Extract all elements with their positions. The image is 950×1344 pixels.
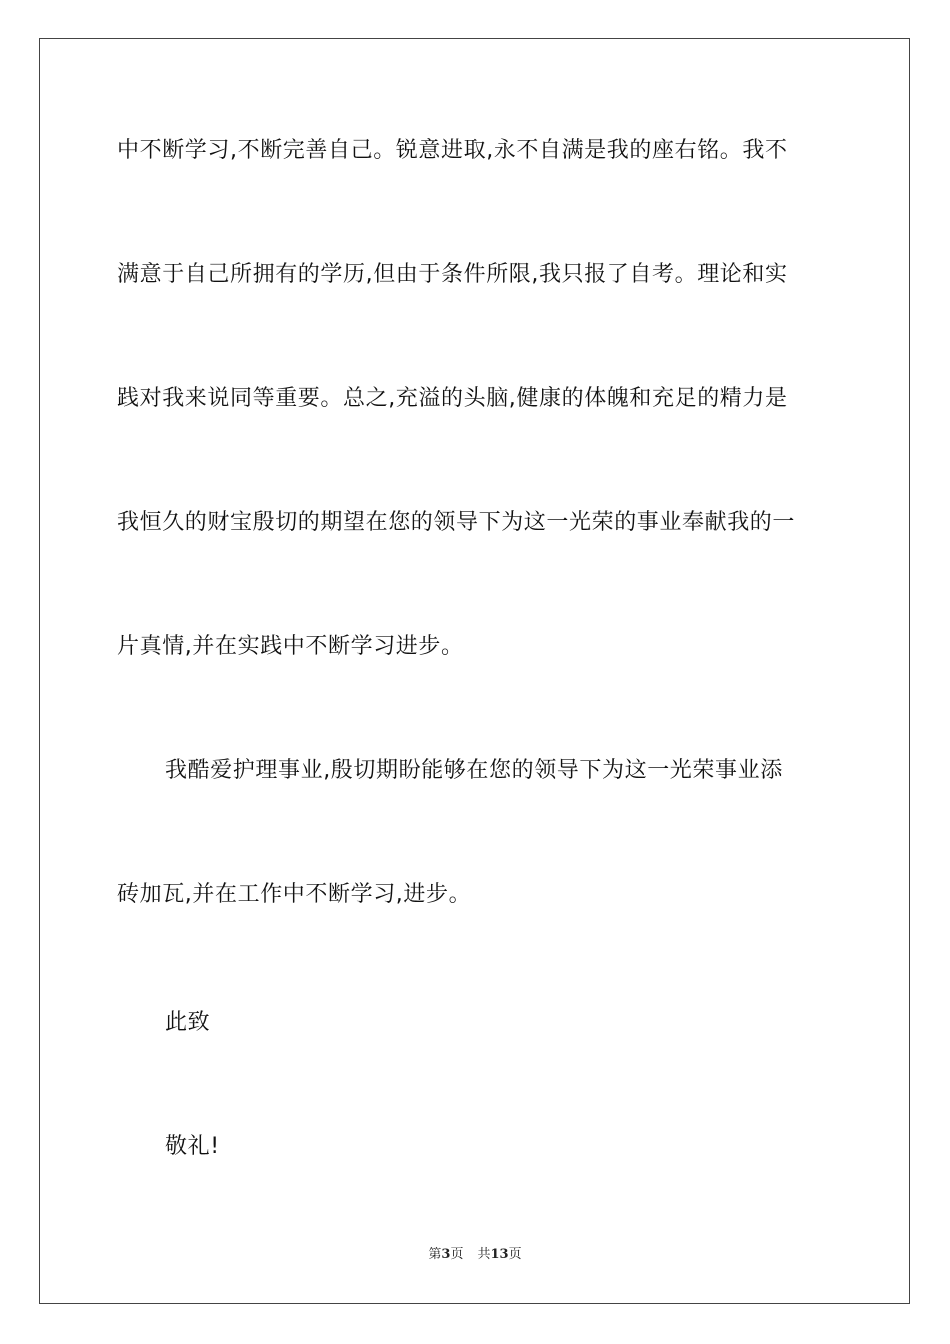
body-line-4: 我恒久的财宝殷切的期望在您的领导下为这一光荣的事业奉献我的一 [117, 510, 796, 535]
total-pages: 13 [490, 1247, 509, 1262]
page-prefix: 第 [428, 1247, 442, 1262]
body-line-2: 满意于自己所拥有的学历,但由于条件所限,我只报了自考。理论和实 [117, 262, 788, 287]
page-number: 3 [441, 1247, 451, 1262]
body-line-3: 践对我来说同等重要。总之,充溢的头脑,健康的体魄和充足的精力是 [117, 386, 788, 411]
body-line-7: 砖加瓦,并在工作中不断学习,进步。 [117, 882, 472, 907]
closing-salutation: 此致 [165, 1010, 211, 1035]
total-prefix: 共 [477, 1247, 491, 1262]
closing-regards: 敬礼! [165, 1134, 220, 1159]
page-border [39, 38, 910, 1304]
page-footer [0, 1247, 950, 1263]
body-line-6: 我酷爱护理事业,殷切期盼能够在您的领导下为这一光荣事业添 [165, 758, 783, 783]
body-line-1: 中不断学习,不断完善自己。锐意进取,永不自满是我的座右铭。我不 [117, 138, 788, 163]
page-suffix: 页 [450, 1247, 464, 1262]
total-suffix: 页 [508, 1247, 522, 1262]
body-line-5: 片真情,并在实践中不断学习进步。 [117, 634, 464, 659]
